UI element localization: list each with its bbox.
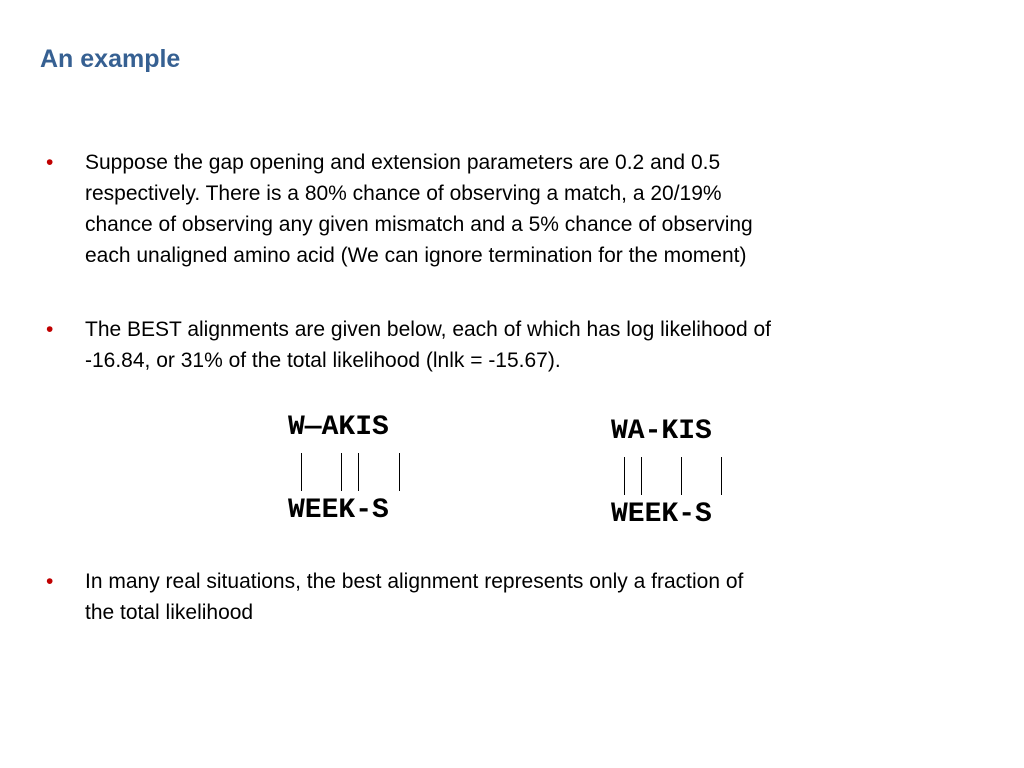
match-bar — [721, 457, 722, 495]
alignment-1 — [288, 412, 428, 532]
alignment-top-sequence: W—AKIS — [288, 412, 389, 443]
bullet-marker: • — [46, 570, 54, 593]
match-bar — [681, 457, 682, 495]
bullet-item-3 — [46, 566, 946, 630]
match-bar — [624, 457, 625, 495]
match-bar — [641, 457, 642, 495]
slide-title: An example — [40, 45, 181, 73]
bullet-marker: • — [46, 318, 54, 341]
match-bar — [358, 453, 359, 491]
bullet-item-2 — [46, 314, 946, 378]
bullet-text: Suppose the gap opening and extension parameters are 0.2 and 0.5 respectively. There is a 80% chance of observing a match, a 20/19% chance of observing any given mismatch and a 5% chance of observing each unaligned amino acid (We can ignore termination for the moment) — [85, 151, 753, 267]
bullet-text: In many real situations, the best alignment represents only a fraction of the total likelihood — [85, 570, 744, 624]
alignment-2 — [611, 416, 751, 536]
bullet-item-1 — [46, 147, 946, 277]
match-bar — [399, 453, 400, 491]
match-bar — [301, 453, 302, 491]
alignment-top-sequence: WA-KIS — [611, 416, 712, 447]
bullet-text: The BEST alignments are given below, each of which has log likelihood of -16.84, or 31% of the total likelihood (lnlk = -15.67). — [85, 318, 772, 372]
alignment-bottom-sequence: WEEK-S — [288, 495, 389, 526]
bullet-marker: • — [46, 151, 54, 174]
match-bar — [341, 453, 342, 491]
alignment-bottom-sequence: WEEK-S — [611, 499, 712, 530]
